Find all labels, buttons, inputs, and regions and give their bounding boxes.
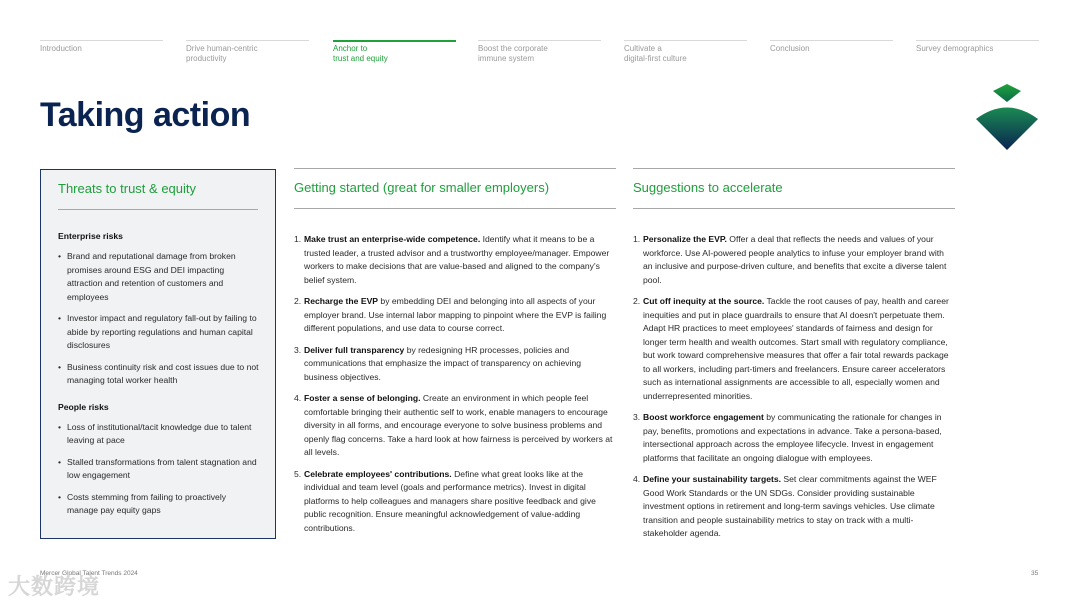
item-number: 1. bbox=[633, 234, 641, 244]
nav-item-trust-equity[interactable] bbox=[333, 40, 456, 64]
nav-item-digital-first[interactable] bbox=[624, 40, 747, 64]
item-number: 3. bbox=[294, 344, 302, 355]
nav-label: Introduction bbox=[40, 44, 82, 53]
list-item: • Investor impact and regulatory fall-out by failing to abide by reporting regulations and human capital disclosures bbox=[58, 312, 259, 353]
item-number: 3. bbox=[633, 412, 641, 422]
list-item: • Brand and reputational damage from broken promises around ESG and DEI impacting attraction and retention of customers and employees bbox=[58, 250, 259, 304]
mercer-logo-icon bbox=[972, 82, 1042, 152]
nav-label: Survey demographics bbox=[916, 44, 994, 53]
suggestions-header bbox=[633, 168, 955, 209]
item-text: Set clear commitments against the WEF Good Work Standards or the UN SDGs. Consider providing sustainable investment options in retirement and long-term savings vehicles. Use climate transition and people sustainability metrics to stay on track with a multi-stakeholder agenda. bbox=[643, 474, 937, 538]
list-item: • Loss of institutional/tacit knowledge due to talent leaving at pace bbox=[58, 421, 259, 448]
list-item: • Costs stemming from failing to proactively manage pay equity gaps bbox=[58, 491, 259, 518]
getting-started-header bbox=[294, 168, 616, 209]
enterprise-risks-title: Enterprise risks bbox=[58, 231, 123, 241]
item-number: 1. bbox=[294, 234, 302, 244]
top-navigation bbox=[40, 40, 1040, 70]
getting-started-heading: Getting started (great for smaller employers) bbox=[294, 180, 550, 195]
list-item bbox=[294, 392, 616, 460]
people-risks-list bbox=[58, 421, 259, 518]
nav-label: Cultivate a bbox=[624, 44, 662, 53]
nav-label: Conclusion bbox=[770, 44, 810, 53]
item-text: Tackle the root causes of pay, health and career inequities and put in place guardrails to ensure that AI doesn't perpetuate them. Adapt HR practices to meet employees' standards of fairness and design for longer term health and wealth outcomes. Start small with regulatory compliance, but work toward comprehensive measures that offer a fair total rewards package to all workers, including part-timers and freelancers. Ensure career accelerators such as international assignments are accessible to all, especially women and underrepresented minorities. bbox=[643, 296, 949, 401]
suggestions-list bbox=[633, 233, 955, 541]
item-lead: Personalize the EVP. bbox=[643, 234, 727, 244]
nav-label-line2: trust and equity bbox=[333, 54, 388, 63]
list-item bbox=[633, 295, 955, 403]
item-lead: Boost workforce engagement bbox=[643, 412, 764, 422]
item-lead: Deliver full transparency bbox=[304, 344, 405, 355]
list-item bbox=[294, 468, 616, 536]
item-lead: Celebrate employees' contributions. bbox=[304, 468, 452, 479]
nav-label-line2: digital-first culture bbox=[624, 54, 687, 63]
getting-started-column bbox=[294, 168, 616, 543]
threats-panel bbox=[40, 169, 276, 539]
watermark: 大数跨境 bbox=[8, 574, 101, 599]
item-lead: Foster a sense of belonging. bbox=[304, 393, 421, 403]
item-lead: Make trust an enterprise-wide competence. bbox=[304, 234, 481, 244]
suggestions-column bbox=[633, 168, 955, 549]
suggestions-heading: Suggestions to accelerate bbox=[633, 180, 783, 195]
people-risks-title: People risks bbox=[58, 401, 109, 412]
nav-item-survey-demographics[interactable] bbox=[916, 40, 1039, 54]
nav-item-introduction[interactable] bbox=[40, 40, 163, 54]
item-text: by redesigning HR processes, policies and communications that emphasize the impact of transparency on achieving business objectives. bbox=[304, 344, 582, 382]
nav-label: Drive human-centric bbox=[186, 44, 258, 53]
list-item bbox=[633, 473, 955, 541]
nav-label: Anchor to bbox=[333, 44, 368, 53]
list-item bbox=[294, 233, 616, 287]
threats-heading: Threats to trust & equity bbox=[58, 181, 258, 210]
item-text: by embedding DEI and belonging into all aspects of your employer brand. Use internal labor mapping to pinpoint where the EVP is failing different populations, and use data to course correct. bbox=[304, 296, 607, 333]
item-number: 2. bbox=[633, 296, 641, 306]
item-number: 5. bbox=[294, 468, 302, 479]
page-number: 35 bbox=[1031, 570, 1039, 577]
nav-item-immune-system[interactable] bbox=[478, 40, 601, 64]
nav-item-human-centric[interactable] bbox=[186, 40, 309, 64]
item-text: Identify what it means to be a trusted leader, a trusted advisor and a trustworthy employee/manager. Empower workers to make decisions that are value-based and aligned to the company's belief system. bbox=[304, 234, 610, 285]
getting-started-list bbox=[294, 233, 616, 535]
nav-item-conclusion[interactable] bbox=[770, 40, 893, 54]
list-item bbox=[294, 344, 616, 385]
list-item bbox=[294, 295, 616, 336]
item-lead: Define your sustainability targets. bbox=[643, 474, 782, 484]
item-number: 4. bbox=[294, 393, 302, 403]
enterprise-risks-list bbox=[58, 250, 259, 388]
item-text: Create an environment in which people feel comfortable bringing their authentic self to work, enable managers to encourage diversity in all forms, and encourage everyone to solve business problems and openly flag concerns. Take a hard look at how fairness is perceived by workers at all levels. bbox=[304, 393, 613, 457]
list-item: • Business continuity risk and cost issues due to not managing total worker health bbox=[58, 361, 259, 388]
item-text: Define what great looks like at the individual and team level (goals and performance metrics). Invest in digital platforms to help colleagues and managers share positive feedback and give public recognition. Ensure meaningful acknowledgement of value-adding contributions. bbox=[304, 468, 596, 533]
footer-source: Mercer Global Talent Trends 2024 bbox=[40, 570, 138, 577]
list-item bbox=[633, 411, 955, 465]
item-text: Offer a deal that reflects the needs and values of your workforce. Use AI-powered people analytics to infuse your employer brand with an inclusive and purpose-driven culture, and benefits that excite a diverse talent pool. bbox=[643, 234, 947, 285]
nav-label-line2: immune system bbox=[478, 54, 535, 63]
item-number: 4. bbox=[633, 474, 641, 484]
page-title: Taking action bbox=[40, 96, 251, 134]
item-lead: Cut off inequity at the source. bbox=[643, 296, 765, 306]
nav-label-line2: productivity bbox=[186, 54, 227, 63]
nav-label: Boost the corporate bbox=[478, 44, 548, 53]
item-lead: Recharge the EVP bbox=[304, 296, 379, 306]
list-item bbox=[633, 233, 955, 287]
item-number: 2. bbox=[294, 296, 302, 306]
list-item: • Stalled transformations from talent stagnation and low engagement bbox=[58, 456, 259, 483]
item-text: by communicating the rationale for changes in pay, benefits, promotions and expectations in advance. Take a persona-based, intersectional approach across the employee lifecycle. Invest in engagement platforms that facilitate an ongoing dialogue with employees. bbox=[643, 412, 942, 463]
